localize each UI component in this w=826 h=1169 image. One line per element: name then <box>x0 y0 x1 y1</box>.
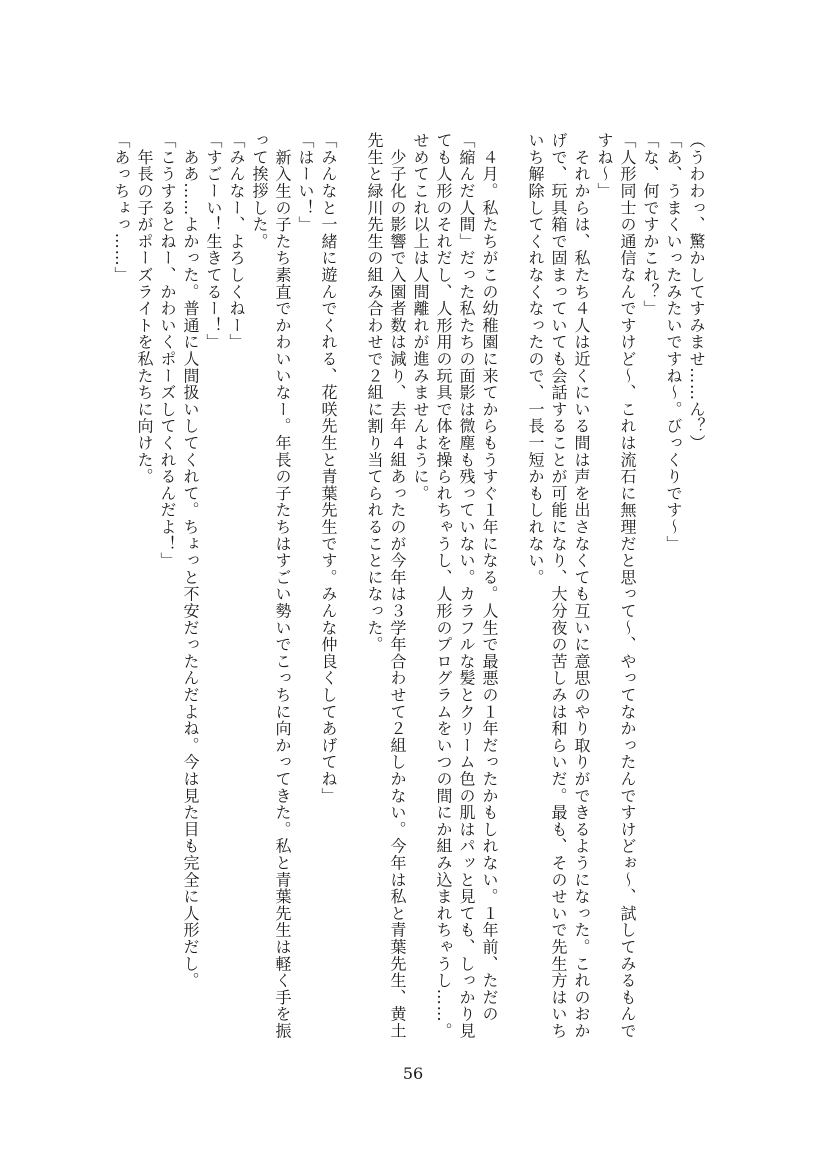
text-line: 「すごーい！生きてるー！」 <box>204 132 223 351</box>
text-line: 新入生の子たち素直でかわいいなー。年長の子たちはすごい勢いでこっちに向かってきた。私と青葉先生は軽く手を振って挨拶した。 <box>250 132 292 1040</box>
blank-line <box>340 132 363 1050</box>
text-line: 「はーい！」 <box>296 132 315 233</box>
text-line: 少子化の影響で入園者数は減り、去年４組あったのが今年は３学年合わせて２組しかない。今年は私と青葉先生、黄土先生と緑川先生の組み合わせで２組に割り当てられることになった。 <box>365 132 407 1040</box>
text-line: 「みんなー、よろしくねー」 <box>227 132 246 351</box>
text-line: 「人形同士の通信なんですけど～、これは流石に無理だと思って～、やってなかったんですけどぉ～、試してみるもんですね～」 <box>595 132 637 1040</box>
text-line: 「みんなと一緒に遊んでくれる、花咲先生と青葉先生です。みんな仲良くしてあげてね」 <box>319 132 338 804</box>
text-line: それからは、私たち４人は近くにいる間は声を出さなくても互いに意思のやり取りができるようになった。これのおかげで、玩具箱で固まっていても会話することが可能になり、大分夜の苦しみは和らいだ。最も、そのせいで先生方はいちいち解除してくれなくなったので、一長一短かもしれない。 <box>526 132 591 1040</box>
text-line: ４月。私たちがこの幼稚園に来てからもうすぐ１年になる。人生で最悪の１年だったかもしれない。１年前、ただの「縮んだ人間」だった私たちの面影は微塵も残っていない。カラフルな髪とクリーム色の肌はパッと見ても、しっかり見ても人形のそれだし、人形用の玩具で体を操られちゃうし、人形のプログラムをいつの間にか組み込まれちゃうし……。せめてこれ以上は人間離れが進みませんように。 <box>411 132 499 1040</box>
text-line: 「あっちょっ……」 <box>112 132 131 284</box>
text-line: ああ……よかった。普通に人間扱いしてくれて。ちょっと不安だったんだよね。今は見た目も完全に人形だし。 <box>181 132 200 989</box>
text-line: 「な、何ですかこれ？」 <box>641 132 660 317</box>
blank-line <box>501 132 524 1050</box>
text-line: 「あ、うまくいったみたいですね～。びっくりです～」 <box>664 132 683 552</box>
vertical-text-body <box>110 132 708 1050</box>
text-line: 年長の子がポーズライトを私たちに向けた。 <box>135 132 154 485</box>
page-number: 56 <box>402 1064 424 1083</box>
text-line: （うわわっ、驚かしてすみませ……ん？） <box>687 132 706 452</box>
text-line: 「こうするとねー、かわいくポーズしてくれるんだよ！」 <box>158 132 177 569</box>
